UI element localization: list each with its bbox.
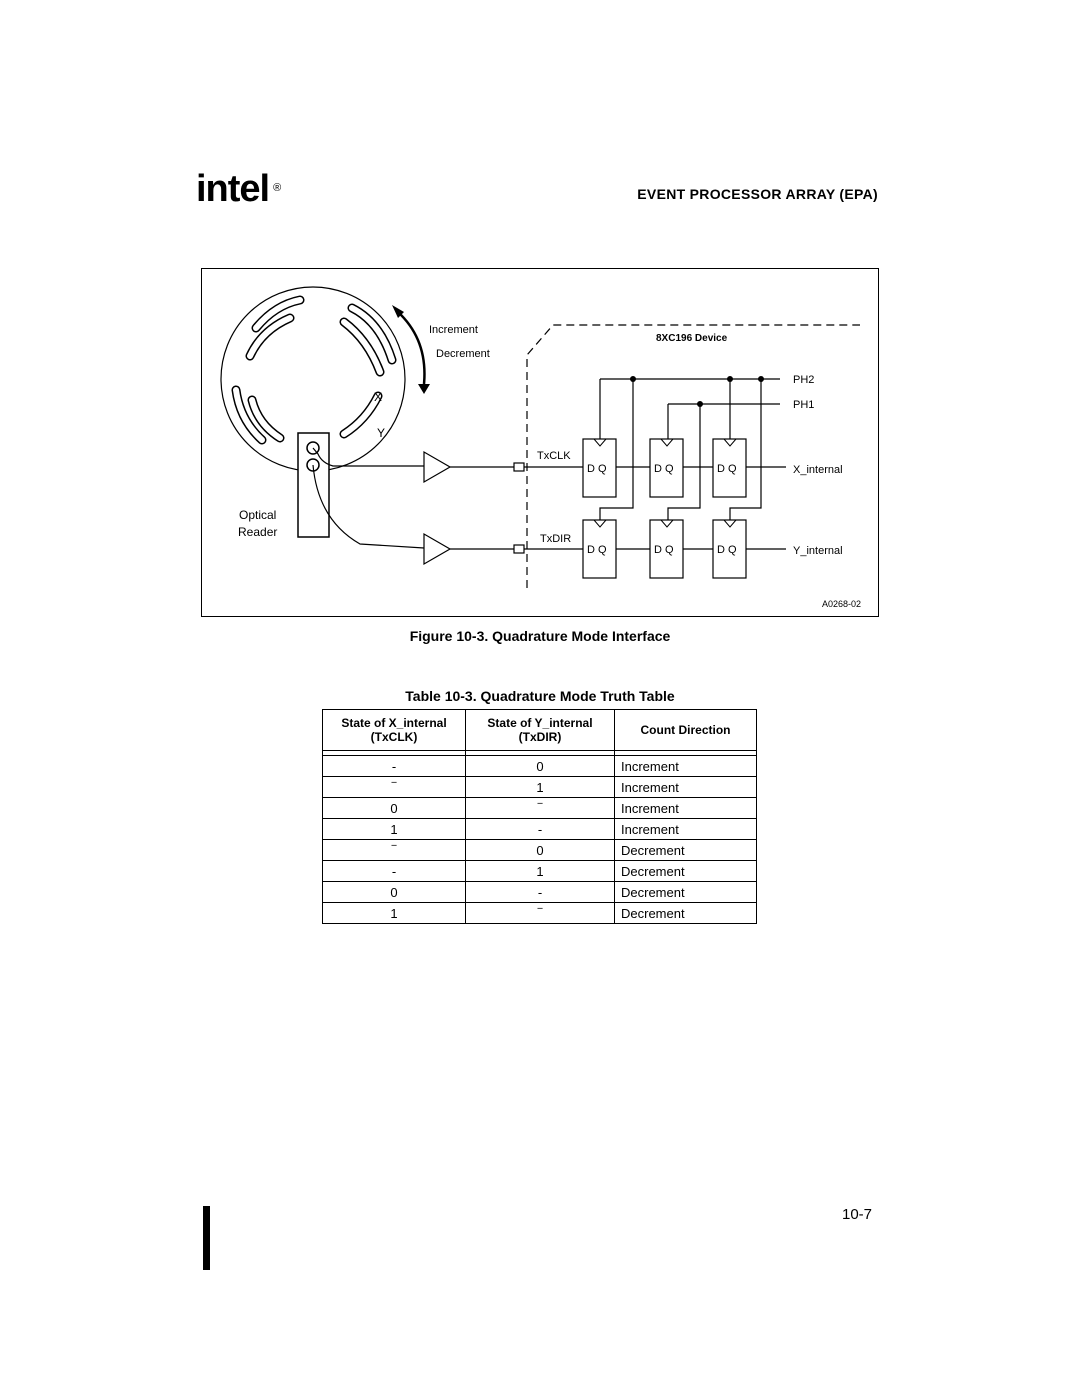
header-y-line2: (TxDIR) — [518, 730, 562, 744]
direction-cell: Decrement — [615, 903, 757, 924]
direction-cell: Decrement — [615, 840, 757, 861]
reader-label-line1: Optical — [239, 508, 277, 522]
x-state-cell: ‾ — [323, 777, 466, 798]
x-state-cell: 0 — [323, 882, 466, 903]
table-row — [323, 777, 757, 798]
x-sensor-label: X — [374, 390, 383, 404]
txdir-pin — [514, 545, 524, 553]
x-state-cell: 0 — [323, 798, 466, 819]
direction-cell: Increment — [615, 798, 757, 819]
header-y-internal — [466, 710, 615, 751]
header-dir-line1: Count Direction — [640, 723, 731, 737]
header-count-direction — [615, 710, 757, 751]
quadrature-interface-figure — [0, 0, 1080, 640]
rotation-arrow — [392, 305, 430, 394]
y-sensor-label: Y — [377, 426, 386, 440]
ph1-label: PH1 — [793, 399, 815, 411]
table-row — [323, 819, 757, 840]
ff-y1-dq: D Q — [587, 544, 607, 556]
y-buffer — [424, 534, 450, 564]
txclk-label: TxCLK — [537, 450, 571, 462]
ff-y3-dq: D Q — [717, 544, 737, 556]
logo-text: intel — [196, 168, 270, 210]
y-state-cell: 1 — [466, 777, 615, 798]
ph2-label: PH2 — [793, 374, 815, 386]
ff-x3-dq: D Q — [717, 463, 737, 475]
ff-x2-dq: D Q — [654, 463, 674, 475]
table-row — [323, 903, 757, 924]
ff-y2-dq: D Q — [654, 544, 674, 556]
truth-table — [322, 709, 757, 924]
table-row — [323, 756, 757, 777]
y-state-cell: 1 — [466, 861, 615, 882]
table-row — [323, 882, 757, 903]
table-row — [323, 861, 757, 882]
y-state-cell: 0 — [466, 756, 615, 777]
y-state-cell: - — [466, 819, 615, 840]
direction-cell: Decrement — [615, 882, 757, 903]
table-header-row — [323, 710, 757, 751]
x-buffer — [424, 452, 450, 482]
header-x-line1: State of X_internal — [341, 716, 447, 730]
x-state-cell: 1 — [323, 903, 466, 924]
header-x-internal — [323, 710, 466, 751]
header-x-line2: (TxCLK) — [370, 730, 418, 744]
flip-flop-row-x — [583, 439, 786, 497]
device-label: 8XC196 Device — [656, 333, 728, 344]
figure-caption: Figure 10-3. Quadrature Mode Interface — [409, 628, 671, 644]
direction-cell: Increment — [615, 819, 757, 840]
section-title: EVENT PROCESSOR ARRAY (EPA) — [637, 186, 878, 202]
clock-lines — [600, 379, 780, 520]
increment-label: Increment — [429, 324, 478, 336]
direction-cell: Increment — [615, 756, 757, 777]
page-number: 10-7 — [842, 1206, 873, 1223]
x-internal-label: X_internal — [793, 464, 843, 476]
figure-code: A0268-02 — [822, 599, 862, 609]
change-bar — [203, 1206, 210, 1270]
y-state-cell: - — [466, 882, 615, 903]
table-row — [323, 798, 757, 819]
direction-cell: Increment — [615, 777, 757, 798]
txdir-label: TxDIR — [540, 533, 572, 545]
decrement-label: Decrement — [436, 348, 490, 360]
registered-mark: ® — [273, 182, 281, 194]
flip-flop-row-y — [583, 520, 786, 578]
table-caption: Table 10-3. Quadrature Mode Truth Table — [405, 688, 675, 704]
x-state-cell: - — [323, 861, 466, 882]
table-row — [323, 840, 757, 861]
x-state-cell: - — [323, 756, 466, 777]
x-state-cell: 1 — [323, 819, 466, 840]
reader-label-line2: Reader — [238, 525, 278, 539]
y-state-cell: 0 — [466, 840, 615, 861]
y-state-cell: ‾ — [466, 903, 615, 924]
txclk-pin — [514, 463, 524, 471]
ff-x1-dq: D Q — [587, 463, 607, 475]
x-state-cell: ‾ — [323, 840, 466, 861]
direction-cell: Decrement — [615, 861, 757, 882]
header-y-line1: State of Y_internal — [487, 716, 593, 730]
y-state-cell: ‾ — [466, 798, 615, 819]
y-internal-label: Y_internal — [793, 545, 843, 557]
